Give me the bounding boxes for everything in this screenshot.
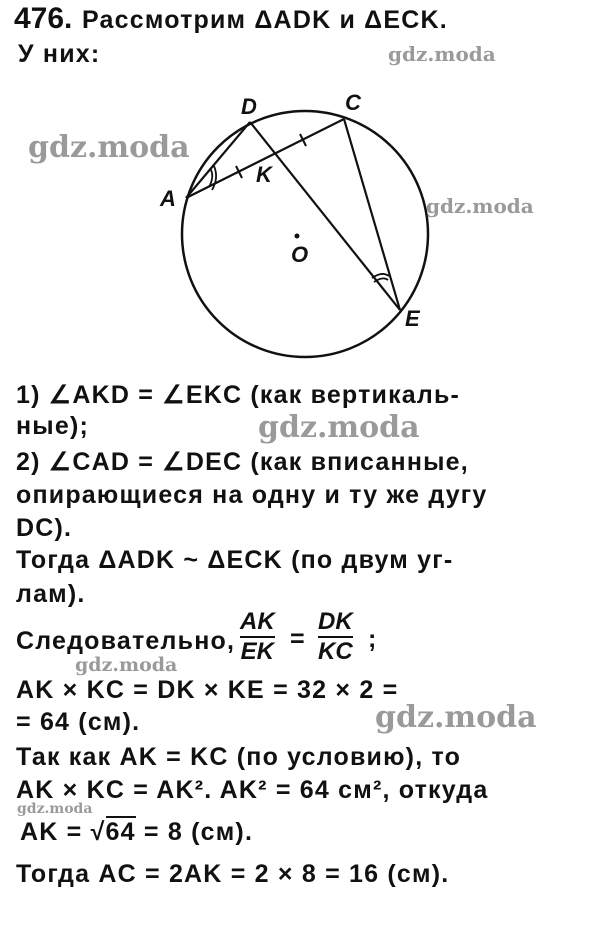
watermark: gdz.moda [375, 700, 537, 735]
step-3-line-b: лам). [16, 580, 86, 608]
segment-DE [250, 122, 400, 310]
label-A: A [160, 186, 176, 211]
step-5-line-b: = 64 (см). [16, 708, 141, 736]
label-O: O [291, 242, 309, 267]
watermark: gdz.moda [426, 194, 534, 218]
watermark: gdz.moda [17, 801, 93, 817]
step-6-line-a: Так как AK = KC (по условию), то [16, 743, 462, 771]
sqrt-radicand: 64 [105, 818, 136, 846]
step-1-line-b: ные); [16, 412, 90, 440]
problem-number: 476. [14, 2, 73, 35]
intro-line-2: У них: [18, 40, 101, 68]
circle-outline [182, 111, 428, 357]
watermark: gdz.moda [388, 42, 496, 66]
fraction-semicolon: ; [368, 625, 378, 653]
fraction-equals: = [290, 625, 306, 653]
segment-AD [186, 122, 250, 198]
step-1-line-a: 1) ∠AKD = ∠EKC (как вертикаль- [16, 381, 461, 409]
label-E: E [405, 306, 420, 331]
intro-line-1: Рассмотрим ΔADK и ΔECK. [82, 6, 448, 34]
step-7-rhs: = 8 (см). [135, 818, 254, 846]
step-7-lhs: AK = [20, 818, 91, 846]
step-7 [20, 818, 253, 847]
center-point [295, 234, 300, 239]
step-3-line-a: Тогда ΔADK ~ ΔECK (по двум уг- [16, 546, 454, 574]
step-5-line-a: AK × KC = DK × KE = 32 × 2 = [16, 676, 399, 704]
step-4-prefix: Следовательно, [16, 627, 236, 655]
watermark: gdz.moda [258, 410, 420, 445]
step-2-line-c: DC). [16, 514, 73, 542]
watermark: gdz.moda [75, 654, 178, 676]
fraction-2-denominator: KC [318, 638, 353, 665]
label-D: D [241, 94, 257, 119]
fraction-dk-kc [318, 608, 353, 666]
circle-figure [0, 0, 600, 380]
angle-mark-E-2 [372, 274, 389, 278]
sqrt-sign: √ [90, 818, 106, 846]
watermark: gdz.moda [28, 130, 190, 165]
step-2-line-b: опирающиеся на одну и ту же дугу [16, 481, 488, 509]
fraction-ak-ek [240, 608, 275, 666]
label-K: K [256, 162, 272, 187]
step-6-line-b: AK × KC = AK². AK² = 64 см², откуда [16, 776, 489, 804]
fraction-1-denominator: EK [240, 638, 274, 665]
step-8: Тогда AC = 2AK = 2 × 8 = 16 (см). [16, 860, 450, 888]
label-C: C [345, 90, 361, 115]
fraction-1-numerator: AK [240, 608, 275, 635]
fraction-2-numerator: DK [318, 608, 353, 635]
step-2-line-a: 2) ∠CAD = ∠DEC (как вписанные, [16, 448, 469, 476]
